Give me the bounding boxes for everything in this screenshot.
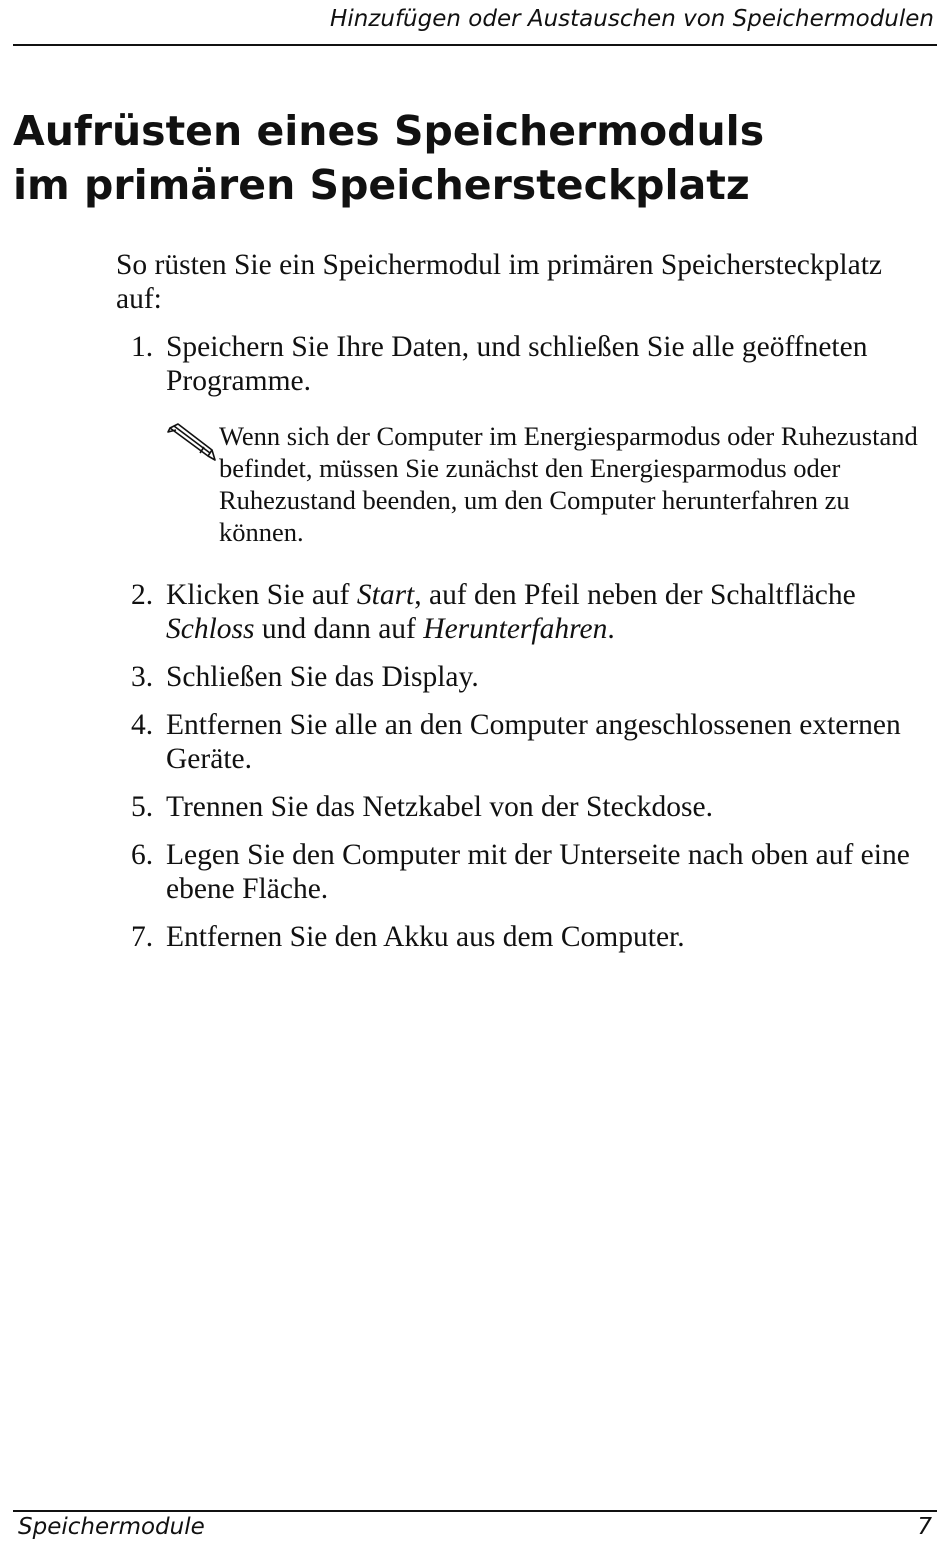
step-3 [116, 660, 926, 694]
step-6 [116, 838, 926, 906]
step-list [116, 330, 926, 954]
step-2 [116, 578, 926, 646]
footer-section-title: Speichermodule [18, 1514, 205, 1540]
step-number: 6. [131, 839, 154, 871]
page-title-line-2: im primären Speichersteckplatz [13, 161, 750, 209]
note-text: Wenn sich der Computer im Energiesparmodus oder Ruhezustand befindet, müssen Sie zunächst den Energiesparmodus oder Ruhezustand beenden, um den Computer herunterfahren zu können. [219, 421, 918, 547]
page-title [13, 104, 764, 212]
intro-text: So rüsten Sie ein Speichermodul im primären Speichersteckplatz auf: [116, 249, 882, 315]
step-number: 4. [131, 709, 154, 741]
instructions-body [116, 248, 926, 968]
running-header: Hinzufügen oder Austauschen von Speichermodulen [330, 6, 934, 32]
ui-term-schloss: Schloss [166, 613, 255, 645]
step-text-part: Klicken Sie auf [166, 579, 357, 611]
page-number: 7 [917, 1514, 932, 1540]
step-number: 7. [131, 921, 154, 953]
step-text: Entfernen Sie alle an den Computer angeschlossenen externen Geräte. [166, 709, 901, 775]
step-4 [116, 708, 926, 776]
step-text: Entfernen Sie den Akku aus dem Computer. [166, 921, 685, 953]
ui-term-herunterfahren: Herunterfahren [423, 613, 608, 645]
step-text-part: . [607, 613, 615, 645]
step-number: 5. [131, 791, 154, 823]
step-text: Legen Sie den Computer mit der Unterseite nach oben auf eine ebene Fläche. [166, 839, 910, 905]
step-1 [116, 330, 926, 548]
note-box [166, 420, 926, 548]
pencil-note-icon [166, 422, 216, 462]
step-text-part: , auf den Pfeil neben der Schaltfläche [414, 579, 856, 611]
step-5 [116, 790, 926, 824]
step-number: 1. [131, 331, 154, 363]
step-7 [116, 920, 926, 954]
step-text: Trennen Sie das Netzkabel von der Steckdose. [166, 791, 713, 823]
ui-term-start: Start [356, 579, 415, 611]
step-number: 3. [131, 661, 154, 693]
header-divider [13, 44, 937, 46]
step-text-part: und dann auf [254, 613, 424, 645]
page-title-line-1: Aufrüsten eines Speichermoduls [13, 107, 765, 155]
step-text: Speichern Sie Ihre Daten, und schließen Sie alle geöffneten Programme. [166, 331, 868, 397]
step-text: Schließen Sie das Display. [166, 661, 479, 693]
step-number: 2. [131, 579, 154, 611]
footer-divider [13, 1510, 937, 1512]
